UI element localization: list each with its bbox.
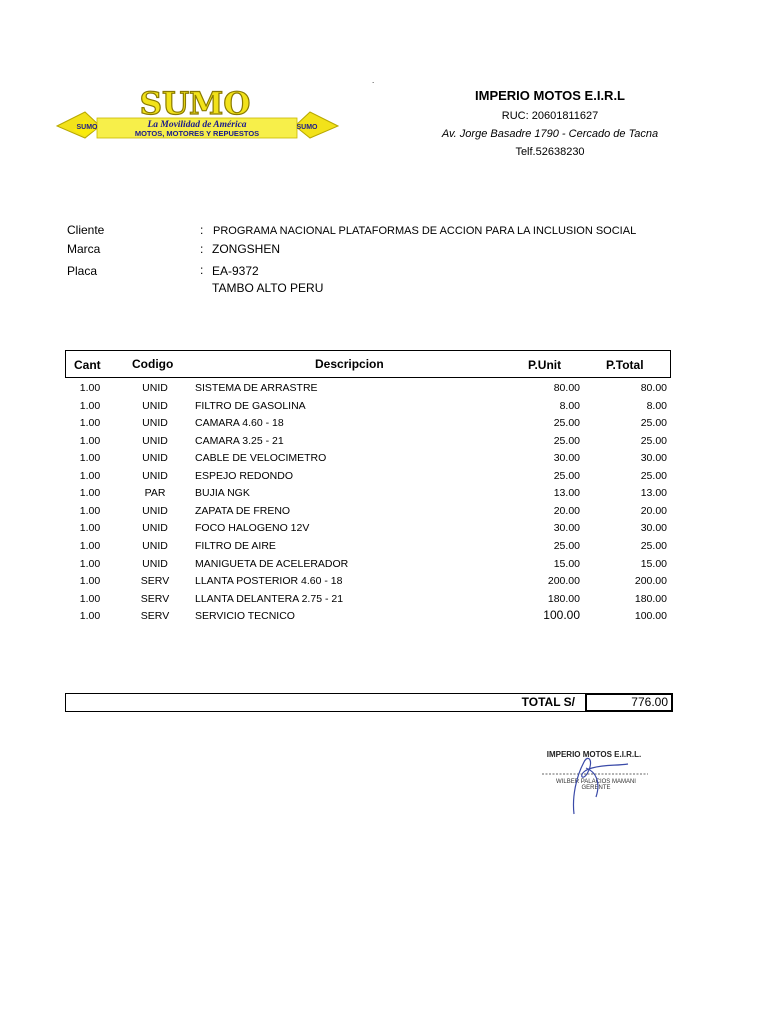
cell-desc: CAMARA 4.60 - 18 <box>195 417 284 430</box>
cell-qty: 1.00 <box>79 557 101 570</box>
cell-unit: 25.00 <box>553 539 580 552</box>
header-ptotal: P.Total <box>606 358 644 372</box>
marca-label: Marca <box>67 242 101 256</box>
cell-desc: SISTEMA DE ARRASTRE <box>195 382 318 394</box>
cell-unit: 20.00 <box>553 504 580 517</box>
cell-unit: 100.00 <box>543 608 580 623</box>
cell-qty: 1.00 <box>79 469 101 482</box>
cell-desc: MANIGUETA DE ACELERADOR <box>195 557 349 570</box>
cell-qty: 1.00 <box>79 592 101 605</box>
cell-code: SERV <box>140 610 170 623</box>
logo-brand: SUMO <box>139 86 251 122</box>
cell-code: UNID <box>142 469 168 482</box>
cell-qty: 1.00 <box>79 417 101 430</box>
cell-code: SERV <box>140 592 170 605</box>
cell-code: UNID <box>142 399 168 412</box>
cell-total: 30.00 <box>640 452 667 465</box>
signature-stamp <box>536 742 656 822</box>
cell-code: SERV <box>140 575 170 588</box>
cell-qty: 1.00 <box>79 610 101 623</box>
cell-unit: 13.00 <box>553 487 580 500</box>
company-phone: Telf.52638230 <box>515 146 585 158</box>
table-row <box>0 379 768 397</box>
placa-value: EA-9372 <box>212 264 259 278</box>
cell-unit: 8.00 <box>559 399 580 412</box>
cell-qty: 1.00 <box>79 382 101 394</box>
placa-colon: : <box>200 263 204 277</box>
cell-code: PAR <box>144 487 166 500</box>
cell-total: 20.00 <box>640 504 667 517</box>
logo-subtitle: MOTOS, MOTORES Y REPUESTOS <box>134 129 260 138</box>
placa-label: Placa <box>67 264 98 278</box>
cell-code: UNID <box>142 417 168 430</box>
table-row <box>0 537 768 555</box>
table-row <box>0 502 768 520</box>
cell-code: UNID <box>142 504 168 517</box>
cell-total: 25.00 <box>640 469 667 482</box>
header-punit: P.Unit <box>528 358 562 372</box>
cell-total: 200.00 <box>634 575 667 588</box>
cell-desc: ZAPATA DE FRENO <box>195 504 291 517</box>
cell-unit: 25.00 <box>553 469 580 482</box>
cell-code: UNID <box>142 557 168 570</box>
cell-total: 15.00 <box>640 557 667 570</box>
cell-desc: CABLE DE VELOCIMETRO <box>195 452 327 465</box>
table-row <box>0 519 768 537</box>
cliente-colon: : <box>200 223 204 237</box>
table-row <box>0 397 768 415</box>
cell-desc: FILTRO DE GASOLINA <box>195 399 306 412</box>
cell-desc: LLANTA DELANTERA 2.75 - 21 <box>195 592 344 605</box>
cliente-label: Cliente <box>67 223 105 237</box>
marca-value: ZONGSHEN <box>212 242 281 256</box>
cell-qty: 1.00 <box>79 434 101 447</box>
cell-qty: 1.00 <box>79 504 101 517</box>
total-value: 776.00 <box>631 695 668 709</box>
cell-qty: 1.00 <box>79 487 101 500</box>
cell-desc: CAMARA 3.25 - 21 <box>195 434 284 447</box>
cell-desc: FOCO HALOGENO 12V <box>195 522 310 535</box>
stamp-role: GERENTE <box>581 785 611 791</box>
cell-total: 25.00 <box>640 539 667 552</box>
header-descripcion: Descripcion <box>315 357 384 371</box>
cell-code: UNID <box>142 452 168 465</box>
cell-unit: 80.00 <box>553 382 580 394</box>
company-address: Av. Jorge Basadre 1790 - Cercado de Tacna <box>441 128 659 140</box>
stamp-name: WILBER PALACIOS MAMANI <box>556 779 636 785</box>
stamp-company: IMPERIO MOTOS E.I.R.L. <box>546 750 642 759</box>
header-cant: Cant <box>74 358 101 372</box>
cell-qty: 1.00 <box>79 452 101 465</box>
cell-unit: 30.00 <box>553 452 580 465</box>
cell-code: UNID <box>142 522 168 535</box>
total-label: TOTAL S/ <box>521 695 575 709</box>
cell-code: UNID <box>142 382 168 394</box>
table-row <box>0 590 768 608</box>
table-row <box>0 414 768 432</box>
cell-total: 25.00 <box>640 434 667 447</box>
logo-badge-right: SUMO <box>296 124 318 131</box>
cell-unit: 180.00 <box>547 592 580 605</box>
table-row <box>0 467 768 485</box>
cell-desc: LLANTA POSTERIOR 4.60 - 18 <box>195 575 343 588</box>
cell-total: 8.00 <box>646 399 667 412</box>
table-row <box>0 555 768 573</box>
cell-total: 180.00 <box>634 592 667 605</box>
cell-total: 100.00 <box>634 610 667 623</box>
placa-extra: TAMBO ALTO PERU <box>212 281 324 295</box>
cell-code: UNID <box>142 539 168 552</box>
stray-mark: . <box>372 76 375 85</box>
table-row <box>0 607 768 625</box>
cell-unit: 30.00 <box>553 522 580 535</box>
table-row <box>0 572 768 590</box>
cell-qty: 1.00 <box>79 575 101 588</box>
cell-desc: SERVICIO TECNICO <box>195 610 295 623</box>
cell-total: 80.00 <box>640 382 667 394</box>
cell-qty: 1.00 <box>79 539 101 552</box>
cell-total: 13.00 <box>640 487 667 500</box>
company-logo <box>55 86 340 148</box>
marca-colon: : <box>200 242 204 256</box>
table-row <box>0 484 768 502</box>
cell-total: 30.00 <box>640 522 667 535</box>
cell-total: 25.00 <box>640 417 667 430</box>
logo-badge-left: SUMO <box>76 124 98 131</box>
total-row-box <box>65 693 673 712</box>
header-codigo: Codigo <box>132 357 174 371</box>
cell-desc: BUJIA NGK <box>195 487 250 500</box>
cell-unit: 15.00 <box>553 557 580 570</box>
company-ruc: RUC: 20601811627 <box>501 110 599 122</box>
cell-unit: 25.00 <box>553 417 580 430</box>
cliente-value: PROGRAMA NACIONAL PLATAFORMAS DE ACCION PARA LA INCLUSION SOCIAL <box>213 225 637 237</box>
cell-qty: 1.00 <box>79 399 101 412</box>
cell-qty: 1.00 <box>79 522 101 535</box>
cell-unit: 200.00 <box>547 575 580 588</box>
logo-tagline: La Movilidad de América <box>147 120 247 130</box>
cell-desc: ESPEJO REDONDO <box>195 469 294 482</box>
company-name: IMPERIO MOTOS E.I.R.L <box>475 88 625 103</box>
cell-code: UNID <box>142 434 168 447</box>
cell-unit: 25.00 <box>553 434 580 447</box>
table-row <box>0 449 768 467</box>
table-row <box>0 432 768 450</box>
cell-desc: FILTRO DE AIRE <box>195 539 276 552</box>
